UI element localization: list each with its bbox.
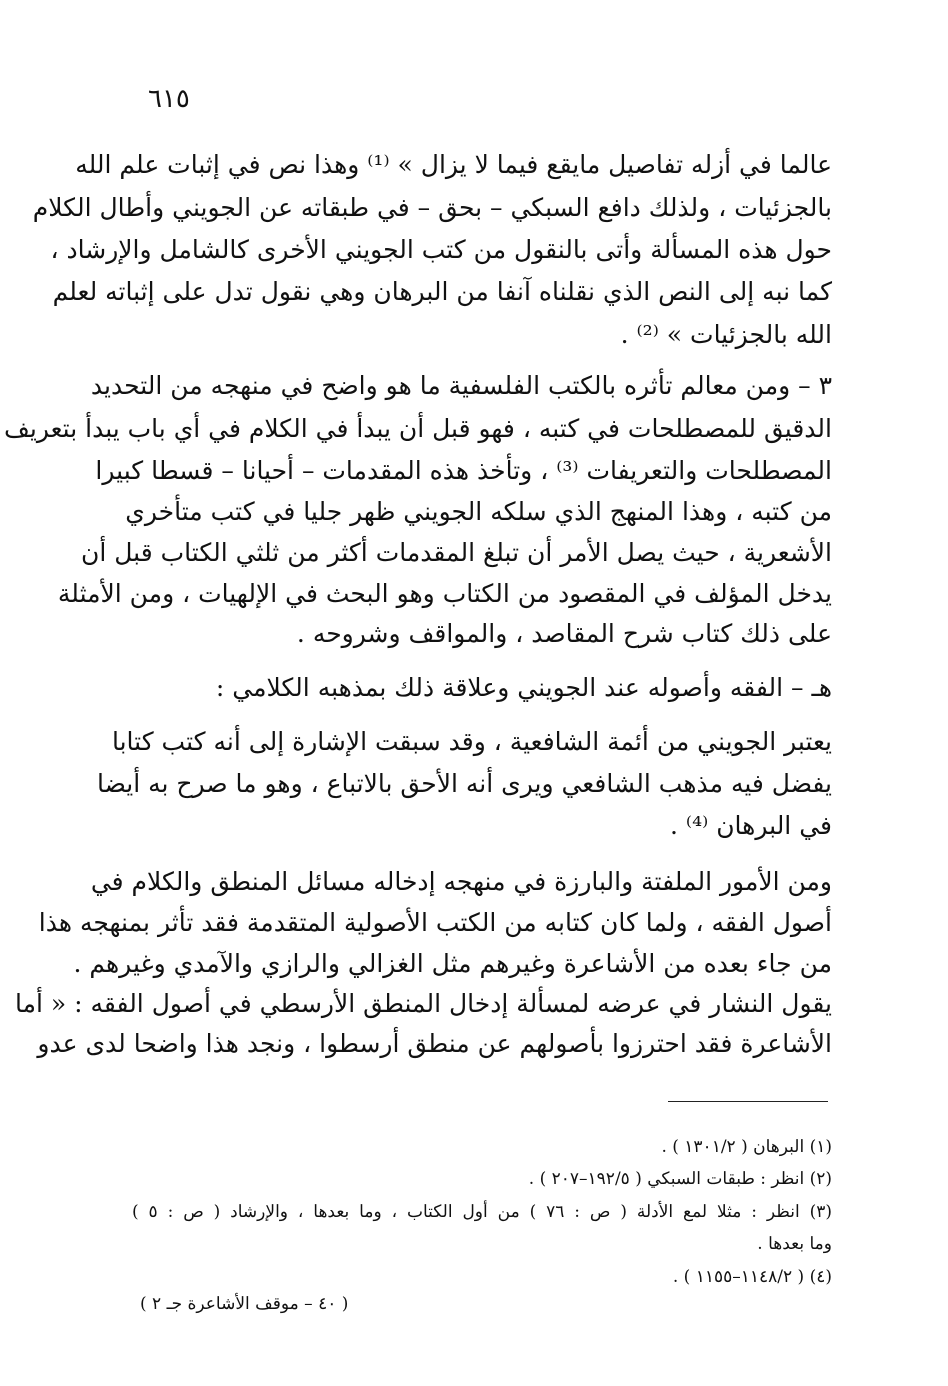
section-heading: هـ – الفقه وأصوله عند الجويني وعلاقة ذلك بمذهبه الكلامي : [215, 673, 832, 702]
footnote: (٤) ( ١١٤٨/٢–١١٥٥ ) . [672, 1267, 832, 1287]
body-line: بالجزئيات ، ولذلك دافع السبكي – بحق – في طبقاته عن الجويني وأطال الكلام [32, 193, 832, 222]
body-line: أصول الفقه ، ولما كان كتابه من الكتب الأصولية المتقدمة فقد تأثر بمنهجه هذا [38, 908, 832, 937]
body-line: ومن الأمور الملفتة والبارزة في منهجه إدخاله مسائل المنطق والكلام في [90, 867, 832, 896]
body-line: على ذلك كتاب شرح المقاصد ، والمواقف وشروحه . [296, 619, 832, 648]
body-line: عالما في أزله تفاصيل مايقع فيما لا يزال » ⁽¹⁾ وهذا نص في إثبات علم الله [75, 150, 832, 179]
footnote: (٢) انظر : طبقات السبكي ( ١٩٢/٥–٢٠٧ ) . [528, 1169, 832, 1189]
body-line: الله بالجزئيات » ⁽²⁾ . [620, 320, 832, 349]
footnote-separator [668, 1101, 828, 1102]
footnote: وما بعدها . [757, 1234, 832, 1254]
signature-mark: ( ٤٠ – موقف الأشاعرة جـ ٢ ) [140, 1294, 349, 1314]
body-line: من جاء بعده من الأشاعرة وغيرهم مثل الغزالي والرازي والآمدي وغيرهم . [73, 949, 832, 978]
body-line: الأشاعرة فقد احترزوا بأصولهم عن منطق أرسطوا ، ونجد هذا واضحا لدى عدو [37, 1029, 832, 1058]
footnote: (٣) انظر : مثلا لمع الأدلة ( ص : ٧٦ ) من أول الكتاب ، وما بعدها ، والإرشاد ( ص : ٥ ) [132, 1202, 832, 1222]
body-line: يدخل المؤلف في المقصود من الكتاب وهو البحث في الإلهيات ، ومن الأمثلة [57, 579, 832, 608]
body-line: يفضل فيه مذهب الشافعي ويرى أنه الأحق بالاتباع ، وهو ما صرح به أيضا [96, 769, 832, 798]
body-line: من كتبه ، وهذا المنهج الذي سلكه الجويني ظهر جليا في كتب متأخري [125, 497, 832, 526]
body-line: المصطلحات والتعريفات ⁽³⁾ ، وتأخذ هذه المقدمات – أحيانا – قسطا كبيرا [95, 456, 832, 485]
body-line: الأشعرية ، حيث يصل الأمر أن تبلغ المقدمات أكثر من ثلثي الكتاب قبل أن [81, 538, 832, 567]
body-line: حول هذه المسألة وأتى بالنقول من كتب الجويني الأخرى كالشامل والإرشاد ، [50, 235, 832, 264]
body-line: يعتبر الجويني من أئمة الشافعية ، وقد سبقت الإشارة إلى أنه كتب كتابا [111, 727, 832, 756]
body-line: ٣ – ومن معالم تأثره بالكتب الفلسفية ما هو واضح في منهجه من التحديد [90, 371, 832, 400]
page-number: ٦١٥ [148, 84, 190, 114]
body-line: في البرهان ⁽⁴⁾ . [670, 811, 832, 840]
body-line: الدقيق للمصطلحات في كتبه ، فهو قبل أن يبدأ في الكلام في أي باب يبدأ بتعريف [3, 414, 832, 443]
footnote: (١) البرهان ( ١٣٠١/٢ ) . [661, 1137, 832, 1157]
body-line: كما نبه إلى النص الذي نقلناه آنفا من البرهان وهي نقول تدل على إثباته لعلم [52, 277, 832, 306]
body-line: يقول النشار في عرضه لمسألة إدخال المنطق الأرسطي في أصول الفقه : « أما [14, 989, 832, 1018]
